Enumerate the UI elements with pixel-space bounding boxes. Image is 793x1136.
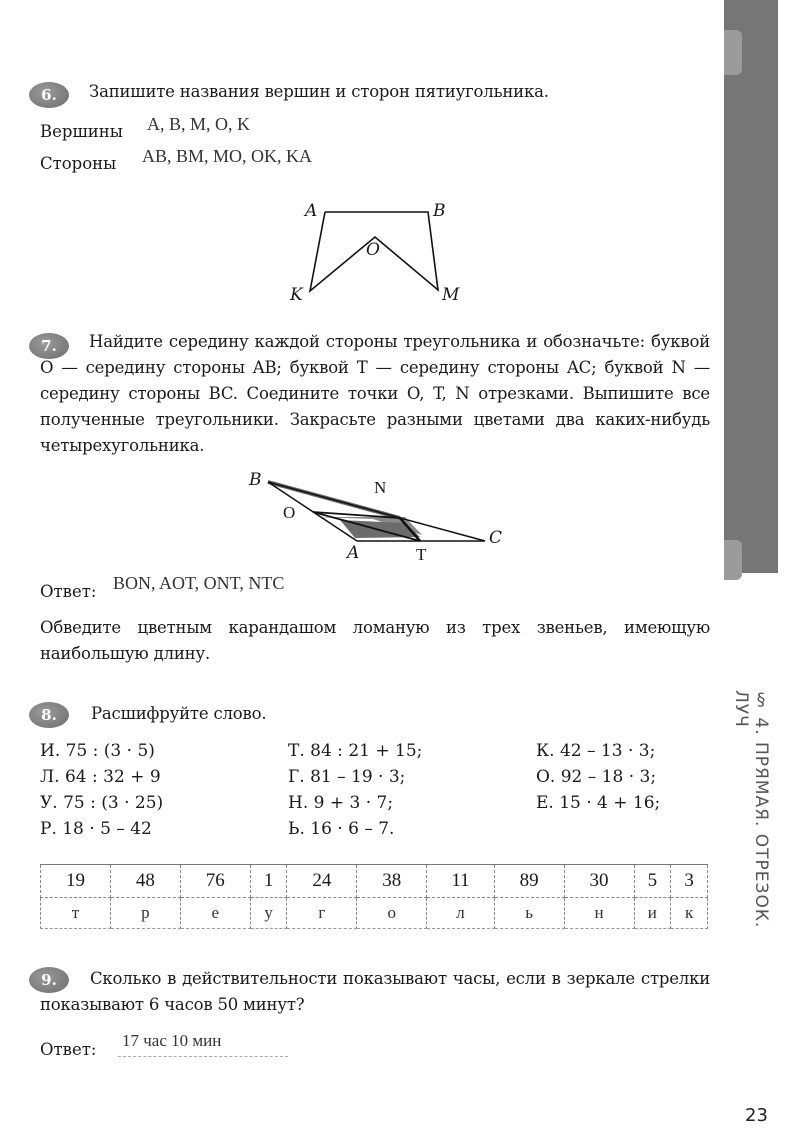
- decode-number: 19: [41, 865, 111, 898]
- page-number: 23: [745, 1105, 768, 1126]
- triangle-label-t: T: [416, 545, 427, 564]
- chapter-tab-bottom: [724, 540, 742, 580]
- decode-letter-cell[interactable]: н: [564, 898, 634, 929]
- task8-prompt: Расшифруйте слово.: [91, 704, 267, 723]
- expr-g: Г. 81 – 19 · 3;: [288, 767, 406, 787]
- decode-letters-row: [41, 898, 708, 929]
- decode-number: 76: [180, 865, 250, 898]
- decode-number: 3: [671, 865, 708, 898]
- expr-soft-sign: Ь. 16 · 6 – 7.: [288, 819, 395, 839]
- task9-answer[interactable]: 17 час 10 мин: [122, 1031, 222, 1050]
- task6-vertices-label: Вершины: [40, 122, 123, 141]
- task6-sides-label: Стороны: [40, 154, 117, 173]
- decode-number: 38: [357, 865, 427, 898]
- task9-answer-label: Ответ:: [40, 1040, 97, 1059]
- task7-prompt: Найдите середину каждой стороны треугольника и обозначьте: буквой O — середину стороны AB; буквой T — середину стороны AC; буквой N — середину стороны BC. Соедините точки O, T, N отрезками. Выпишите все полученные треугольники. Закрасьте разными цветами два каких-нибудь четырехугольника.: [40, 332, 710, 455]
- expr-row: [40, 816, 720, 842]
- expr-row: [40, 790, 720, 816]
- task9-number-badge: 9.: [29, 967, 69, 993]
- expr-u: У. 75 : (3 · 25): [40, 793, 164, 813]
- task6-vertices-answer[interactable]: A, B, M, O, K: [147, 114, 251, 134]
- decode-letter-cell[interactable]: ь: [494, 898, 564, 929]
- pentagon-label-m: M: [442, 285, 460, 305]
- decode-letter-cell[interactable]: л: [427, 898, 494, 929]
- decode-letter-cell[interactable]: р: [110, 898, 180, 929]
- decode-number: 48: [110, 865, 180, 898]
- triangle-label-c: C: [489, 528, 503, 548]
- triangle-label-n: N: [374, 478, 387, 497]
- expr-row: [40, 764, 720, 790]
- task9-prompt: Сколько в действительности показывают часы, если в зеркале стрелки показывают 6 часов 50 минут?: [40, 969, 710, 1014]
- task7-answer-label: Ответ:: [40, 582, 97, 601]
- chapter-side-strip: [724, 0, 778, 573]
- task7-followup: Обведите цветным карандашом ломаную из трех звеньев, имеющую наибольшую длину.: [40, 618, 710, 663]
- expr-n: Н. 9 + 3 · 7;: [288, 793, 394, 813]
- task6-number-badge: 6.: [29, 82, 69, 108]
- task7-number-badge: 7.: [29, 333, 69, 359]
- expr-t: Т. 84 : 21 + 15;: [288, 741, 423, 761]
- decode-letter-cell[interactable]: г: [287, 898, 357, 929]
- expr-l: Л. 64 : 32 + 9: [40, 767, 161, 787]
- decode-table: [40, 864, 708, 929]
- decode-number: 89: [494, 865, 564, 898]
- triangle-label-a: A: [347, 543, 360, 563]
- decode-letter-cell[interactable]: е: [180, 898, 250, 929]
- decode-number: 5: [634, 865, 671, 898]
- decode-number: 30: [564, 865, 634, 898]
- decode-letter-cell[interactable]: о: [357, 898, 427, 929]
- chapter-tab-top: [724, 30, 742, 75]
- pentagon-label-a: A: [305, 201, 318, 221]
- task6-prompt: Запишите названия вершин и сторон пятиугольника.: [89, 82, 549, 101]
- triangle-label-o: O: [283, 503, 296, 522]
- task6-sides-answer[interactable]: AB, BM, MO, OK, KA: [142, 146, 313, 166]
- expr-i: И. 75 : (3 · 5): [40, 741, 155, 761]
- decode-letter-cell[interactable]: т: [41, 898, 111, 929]
- decode-letter-cell[interactable]: к: [671, 898, 708, 929]
- triangle-label-b: B: [249, 470, 262, 490]
- expr-e: Е. 15 · 4 + 16;: [536, 793, 661, 813]
- decode-number: 1: [250, 865, 287, 898]
- expr-o: О. 92 – 18 · 3;: [536, 767, 657, 787]
- expr-k: К. 42 – 13 · 3;: [536, 741, 656, 761]
- decode-number: 24: [287, 865, 357, 898]
- expr-row: [40, 738, 720, 764]
- decode-letter-cell[interactable]: у: [250, 898, 287, 929]
- pentagon-label-o: O: [366, 240, 380, 260]
- task9-answer-line: [118, 1056, 288, 1057]
- expr-r: Р. 18 · 5 – 42: [40, 819, 152, 839]
- pentagon-label-k: K: [290, 285, 303, 305]
- task8-number-badge: 8.: [29, 702, 69, 728]
- decode-letter-cell[interactable]: и: [634, 898, 671, 929]
- task7-answer[interactable]: BON, AOT, ONT, NTC: [113, 573, 285, 593]
- chapter-side-title: § 4. ПРЯМАЯ. ОТРЕЗОК. ЛУЧ: [731, 690, 771, 929]
- expr-empty: [536, 816, 720, 842]
- pentagon-label-b: B: [433, 201, 446, 221]
- decode-numbers-row: [41, 865, 708, 898]
- task8-expressions: [40, 738, 720, 842]
- decode-number: 11: [427, 865, 494, 898]
